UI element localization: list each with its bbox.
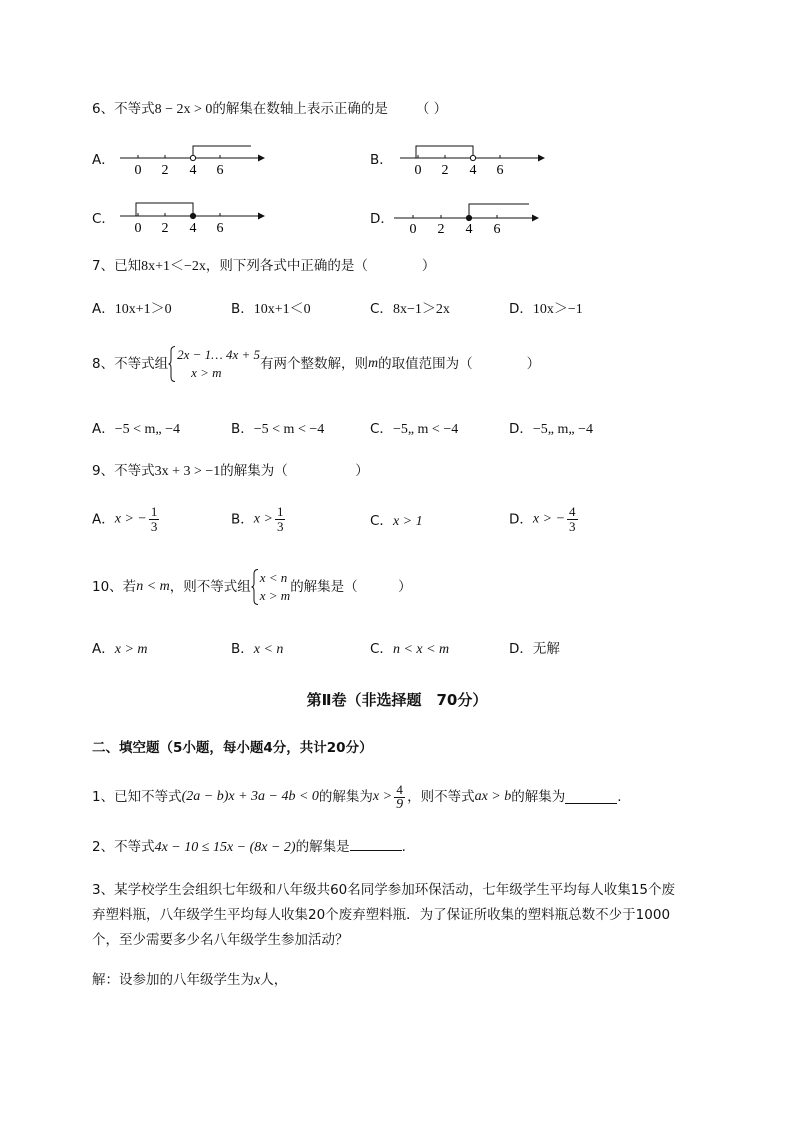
q8-option-c[interactable]: C．−5„ m < −4 [370,421,459,437]
q8-system [168,346,260,382]
q10-prefix: 10、若 [92,579,137,595]
section-2-title: 第Ⅱ卷（非选择题 70分） [306,691,488,709]
q9-prefix: 9、不等式 [92,463,155,479]
f1-answer-blank[interactable] [565,791,617,804]
q6a-tick-6: 6 [216,163,224,178]
q7-inequality: 8x+1＜−2x [141,259,206,274]
q6-stem [92,100,447,119]
q6a-tick-2: 2 [161,163,169,178]
q6-option-a-label[interactable]: A． [92,152,115,168]
q9-option-a[interactable]: A．x > − $\frac{1}{3}$ [92,504,158,534]
q6a-tick-0: 0 [134,163,142,178]
q10-system-row-1: x < n [259,570,288,585]
q6a-tick-4: 4 [189,163,197,178]
q8-option-d[interactable]: D．−5„ m„ −4 [509,421,594,437]
q8-suffix: 的取值范围为（ ） [378,356,541,372]
f1-solution-fraction: $\frac{4}{9}$ [396,781,404,812]
q6-prefix: 6、不等式 [92,101,155,117]
q7-option-a[interactable]: A．10x+1＞0 [92,301,172,317]
q6b-tick-2: 2 [441,163,449,178]
q6c-tick-0: 0 [134,221,142,236]
q7-option-b[interactable]: B．10x+1＜0 [231,301,311,317]
f2-answer-blank[interactable] [350,838,402,851]
q6d-tick-4: 4 [465,222,473,237]
q10-mid: ，则不等式组 [169,579,251,595]
q6-suffix: 的解集在数轴上表示正确的是 [212,101,388,117]
f1-mid2: ，则不等式 [407,789,475,805]
q6b-tick-6: 6 [496,163,504,178]
q6c-tick-4: 4 [189,221,197,236]
q10-option-a[interactable]: A．x > m [92,641,148,657]
q6-option-b-number-line [398,140,548,180]
q9-inequality: 3x + 3 > −1 [154,464,221,479]
brace-icon [168,346,176,382]
q9-option-c[interactable]: C．x > 1 [370,513,423,529]
f1-suffix: 的解集为 [511,789,566,805]
q6-inequality: 8 − 2x > 0 [154,102,213,117]
q6-answer-paren: （ ） [415,101,448,117]
q7-prefix: 7、已知 [92,258,142,274]
q6d-tick-0: 0 [409,222,417,237]
fill-3-line-3: 个，至少需要多少名八年级学生参加活动？ [92,932,349,948]
f1-inequality-2: ax > b [474,789,512,804]
q8-system-row-2: x > m [191,365,222,380]
q6b-tick-4: 4 [469,163,477,178]
section-2-heading: 二、填空题（5小题，每小题4分，共计20分） [92,740,373,756]
f2-suffix: 的解集是 [295,839,350,855]
q6-option-a-number-line [118,140,268,180]
f1-solution-lhs: x > [372,789,393,804]
q6d-tick-6: 6 [493,222,501,237]
q8-prefix: 8、不等式组 [92,356,169,372]
q10-option-d[interactable]: D．无解 [509,641,560,657]
q10-condition: n < m [136,579,170,594]
q6-option-c-number-line [118,198,268,238]
fill-3-solution: 解：设参加的八年级学生为x人， [92,972,288,988]
q6-option-d-number-line [392,198,552,238]
brace-icon [251,569,259,605]
q9-stem [92,462,369,481]
fill-2-stem: 2、不等式4x − 10 ≤ 15x − (8x − 2)的解集是 . [92,839,406,855]
q8-option-a[interactable]: A．−5 < m„ −4 [92,421,181,437]
fill-3-line-2: 弃塑料瓶，八年级学生平均每人收集20个废弃塑料瓶．为了保证所收集的塑料瓶总数不少于1000 [92,907,671,923]
q8-variable: m [368,356,379,371]
q6d-tick-2: 2 [437,222,445,237]
q7-suffix: ，则下列各式中正确的是（ ） [205,258,436,274]
q8-stem [92,346,540,382]
q9-option-d[interactable]: D．x > − $\frac{4}{3}$ [509,504,576,534]
f1-mid: 的解集为 [318,789,373,805]
q6b-tick-0: 0 [414,163,422,178]
q6c-tick-2: 2 [161,221,169,236]
q10-option-b[interactable]: B．x < n [231,641,284,657]
q9-option-b[interactable]: B．x > $\frac{1}{3}$ [231,504,284,534]
fill-3-line-1: 3、某学校学生会组织七年级和八年级共60名同学参加环保活动，七年级学生平均每人收集15个废 [92,882,675,898]
f1-inequality: (2a − b)x + 3a − 4b < 0 [181,789,319,804]
f2-inequality: 4x − 10 ≤ 15x − (8x − 2) [154,840,296,855]
q10-system-row-2: x > m [259,588,291,603]
q10-stem [92,569,412,605]
q8-mid: 有两个整数解，则 [260,356,368,372]
f2-prefix: 2、不等式 [92,839,155,855]
q10-system [251,569,290,605]
q10-option-c[interactable]: C．n < x < m [370,641,450,657]
f1-prefix: 1、已知不等式 [92,789,182,805]
q6-option-d-label[interactable]: D． [370,211,394,227]
q8-option-b[interactable]: B．−5 < m < −4 [231,421,325,437]
q8-system-row-1: 2x − 1… 4x + 5 [177,347,260,362]
q7-option-d[interactable]: D．10x＞−1 [509,301,583,317]
q7-stem [92,257,435,276]
q6-option-b-label[interactable]: B． [370,152,393,168]
q9-suffix: 的解集为（ ） [220,463,369,479]
q7-option-c[interactable]: C．8x−1＞2x [370,301,450,317]
q10-suffix: 的解集是（ ） [290,579,412,595]
q6-option-c-label[interactable]: C． [92,211,115,227]
fill-1-stem: 1、已知不等式(2a − b)x + 3a − 4b < 0的解集为x > $\frac{4}{9}$ ，则不等式ax > b的解集为 . [92,781,622,812]
q6c-tick-6: 6 [216,221,224,236]
